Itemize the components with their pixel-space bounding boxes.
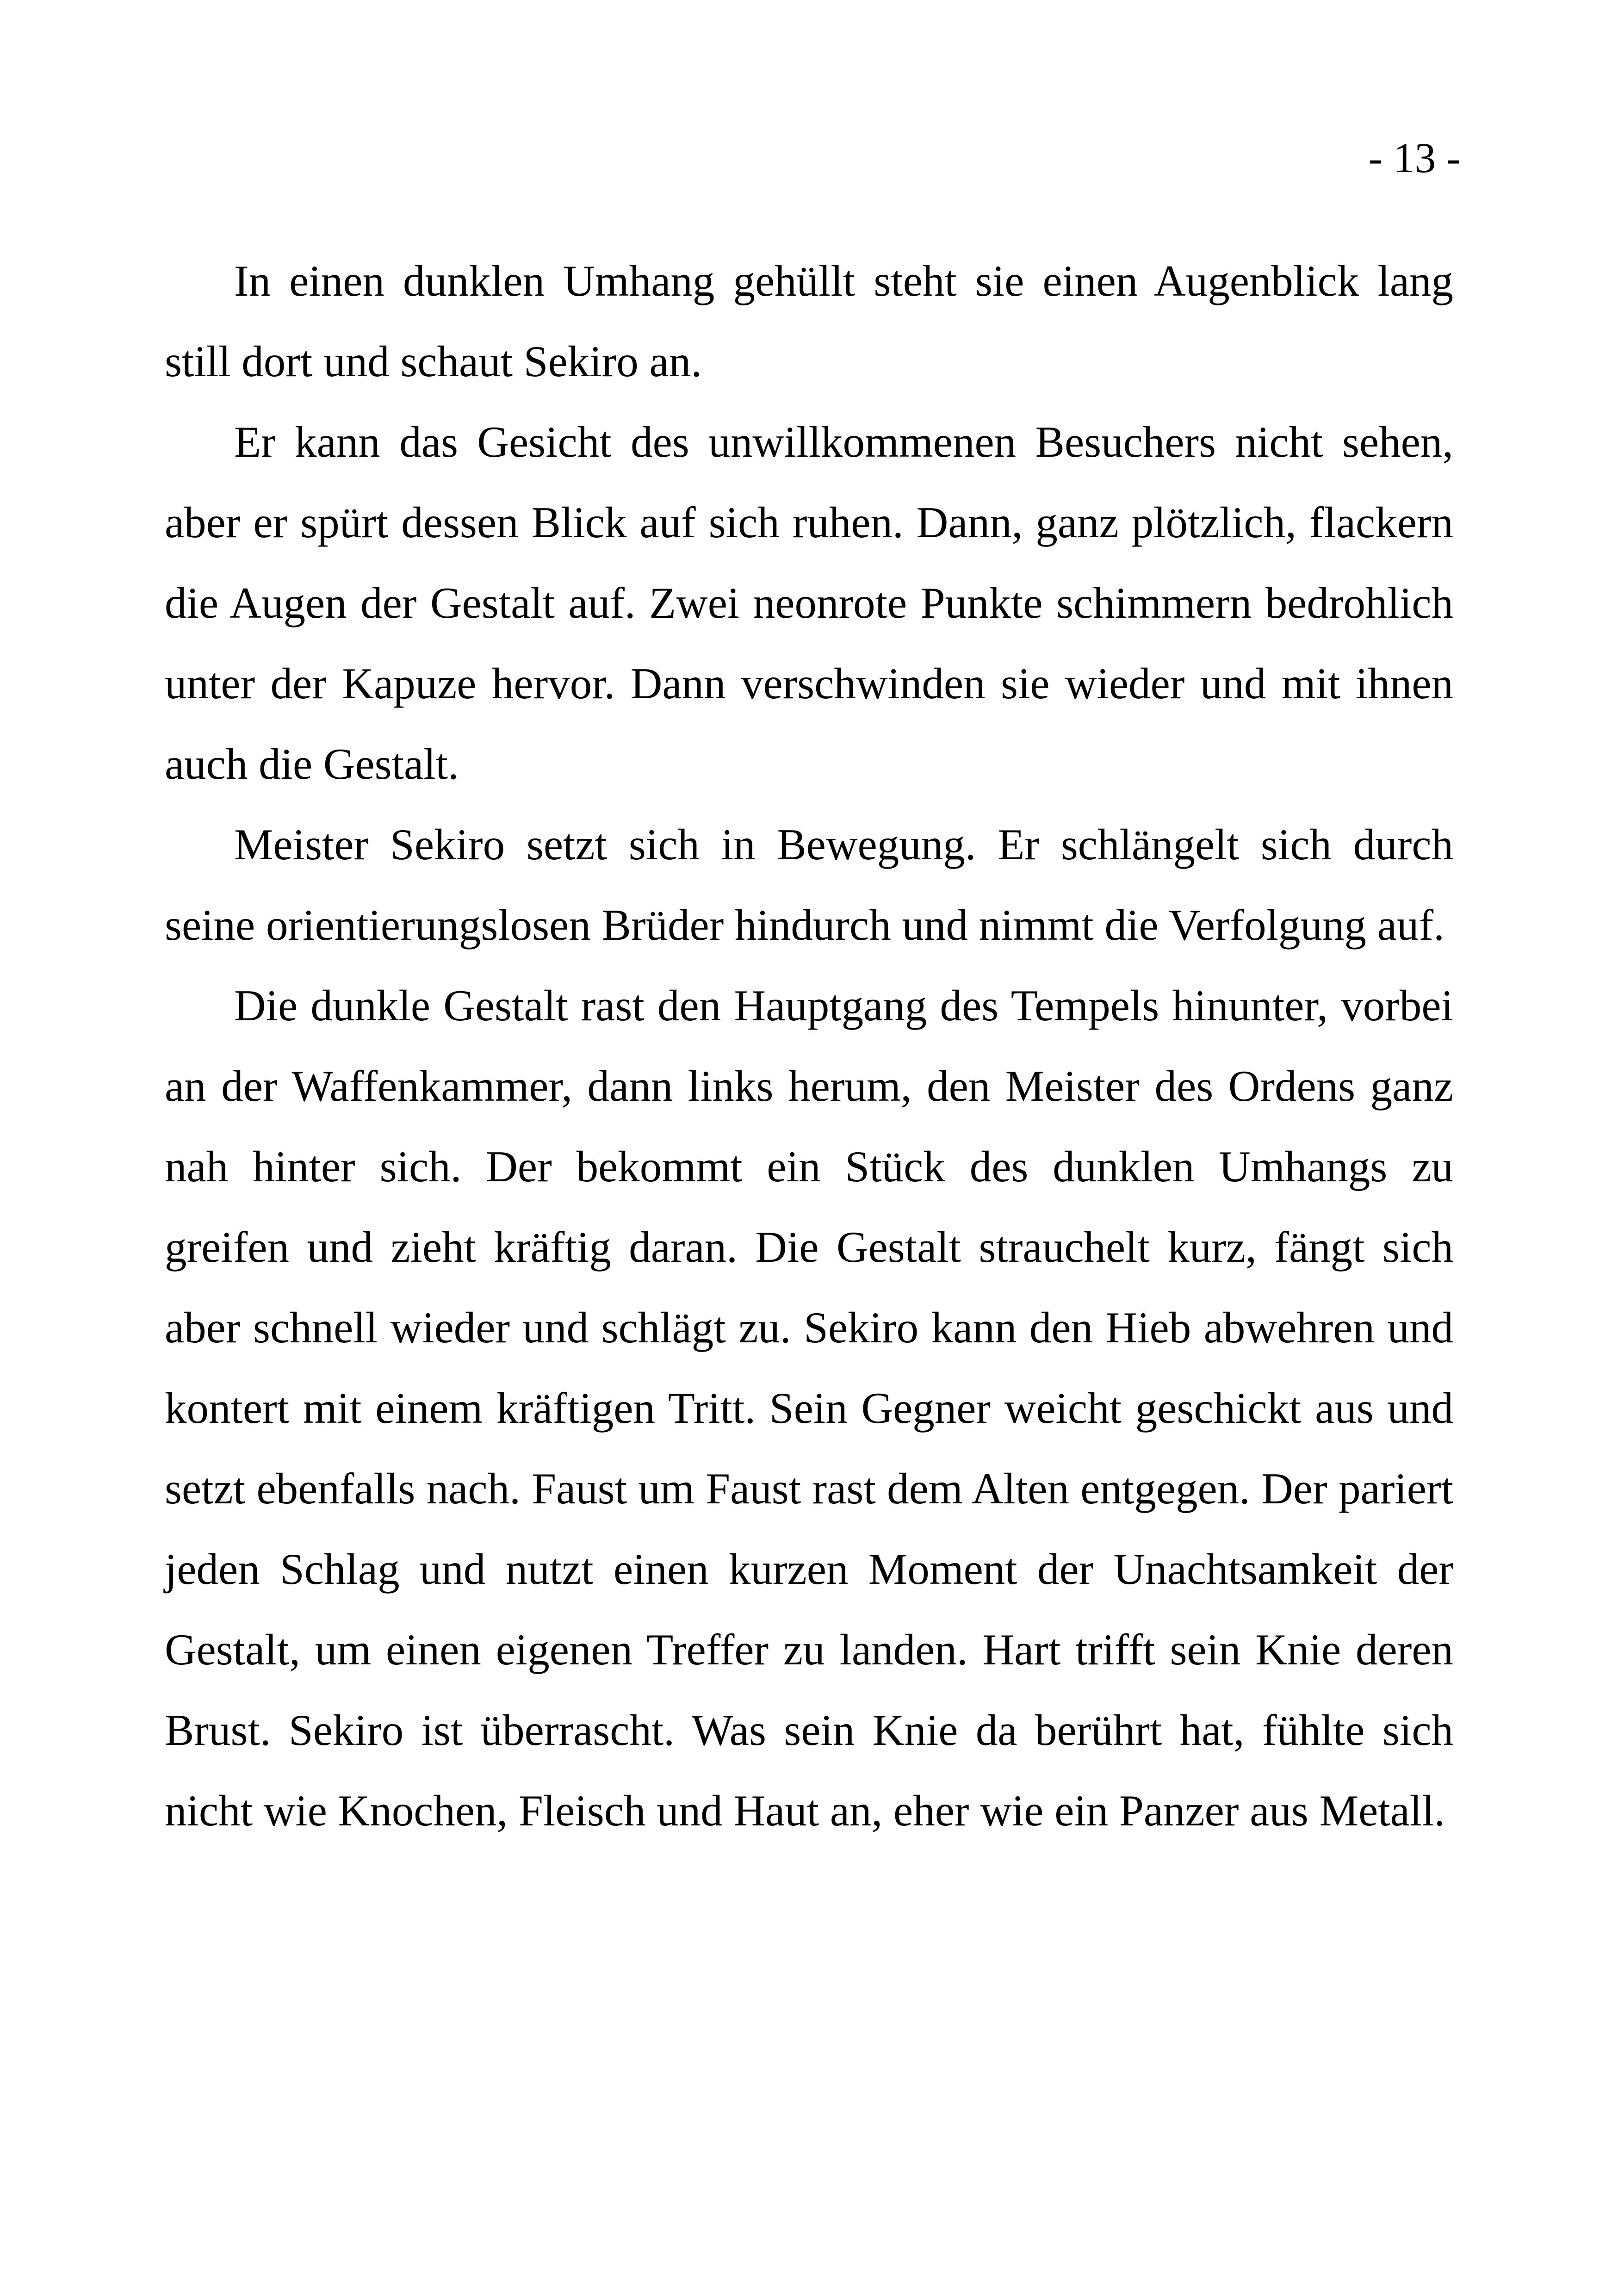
paragraph-2: Er kann das Gesicht des unwillkommenen Besuchers nicht sehen, aber er spürt dessen Blick auf sich ruhen. Dann, ganz plötzlich, flackern die Augen der Gestalt auf. Zwei neonrote Punkte schimmern bedrohlich unter der Kapuze hervor. Dann verschwinden sie wieder und mit ihnen auch die Gestalt. — [165, 417, 1453, 788]
paragraph-4: Die dunkle Gestalt rast den Hauptgang des Tempels hinunter, vorbei an der Waffenkammer, dann links herum, den Meister des Ordens ganz nah hinter sich. Der bekommt ein Stück des dunklen Umhangs zu greifen und zieht kräftig daran. Die Gestalt strauchelt kurz, fängt sich aber schnell wieder und schlägt zu. Sekiro kann den Hieb abwehren und kontert mit einem kräftigen Tritt. Sein Gegner weicht geschickt aus und setzt ebenfalls nach. Faust um Faust rast dem Alten entgegen. Der pariert jeden Schlag und nutzt einen kurzen Moment der Unachtsamkeit der Gestalt, um einen eigenen Treffer zu landen. Hart trifft sein Knie deren Brust. Sekiro ist überrascht. Was sein Knie da berührt hat, fühlte sich nicht wie Knochen, Fleisch und Haut an, eher wie ein Panzer aus Metall. — [165, 981, 1453, 1835]
paragraph-1: In einen dunklen Umhang gehüllt steht sie einen Augenblick lang still dort und schaut Sekiro an. — [165, 256, 1453, 386]
page-number: - 13 - — [1368, 134, 1461, 181]
body-text — [165, 241, 1453, 1851]
paragraph-3: Meister Sekiro setzt sich in Bewegung. Er schlängelt sich durch seine orientierungslosen Brüder hindurch und nimmt die Verfolgung auf. — [165, 820, 1453, 949]
